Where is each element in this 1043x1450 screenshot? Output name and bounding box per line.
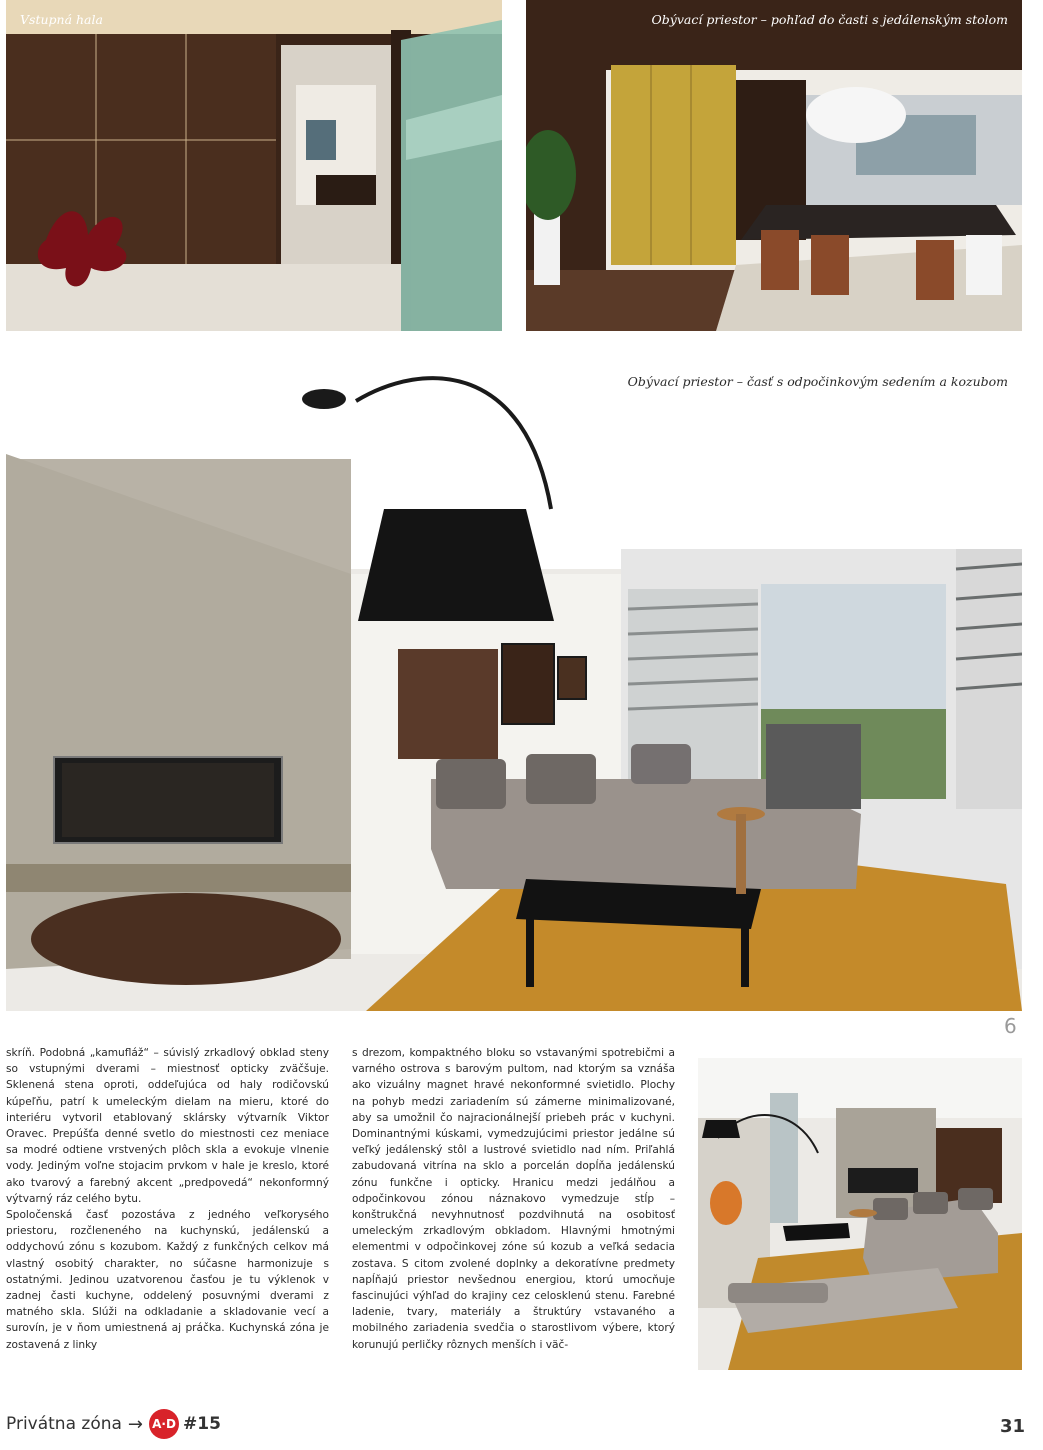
photo-entrance-hall: [6, 0, 502, 331]
text-column-left: [6, 1045, 329, 1353]
paragraph: s drezom, kompaktného bloku so vstavanými spotrebičmi a varného ostrova s barovým pultom, nad ktorým sa vznáša ako vizuálny magnet hravé nekonformné svietidlo. Plochy na pohyb medzi zariadením sú zámerne minimalizované, aby sa umožnil čo najracionálnejší priebeh prác v kuchyni. Dominantnými kúskami, vymedzujúcimi priestor jedálne sú veľký jedálenský stôl a lustrové svietidlo nad ním. Priľahlá zabudovaná vitrína na sklo a porcelán dopĺňa jedálenskú zónu funkčne i opticky. Hranicu medzi jedálňou a odpočinkovou zónou náznakovo vymedzuje stĺp – konštrukčná nevyhnutnosť pozdvihnutá na osobitosť umeleckým zrkadlovým obkladom. Hlavnými hmotnými elementmi v odpočinkovej zóne sú kozub a veľká sedacia zostava. S citom zvolené doplnky a dekoratívne predmety napĺňajú priestor nevšednou energiou, ktorú umocňuje fascinujúci výhľad do krajiny cez celosklenú stenu. Farebné ladenie, tvary, materiály a štruktúry vstavaného a mobilného zariadenia svedčia o starostlivom výbere, ktorý korunujú perličky rôznych menších i väč-: [352, 1047, 675, 1351]
text-column-middle: [352, 1045, 675, 1353]
paragraph: skríň. Podobná „kamufláž“ – súvislý zrkadlový obklad steny so vstupnými dverami – miestnosť opticky zväčšuje. Sklenená stena oproti, oddeľujúca od haly rodičovskú kúpeľňu, patrí k umeleckým dielam na mieru, ktoré do interiéru vytvoril etablovaný sklársky výtvarník Viktor Oravec. Prepúšťa denné svetlo do miestnosti cez meniace sa modré odtiene vrstvených plôch skla a evokuje vlnenie vody. Jediným voľne stojacim prvkom v hale je kreslo, ktoré ako tvarový a farebný akcent „predpovedá“ nekonformný výtvarný ráz celého bytu.: [6, 1047, 329, 1205]
caption-entrance-hall: Vstupná hala: [20, 12, 103, 27]
issue-number: #15: [183, 1414, 221, 1434]
paragraph: Spoločenská časť pozostáva z jedného veľkorysého priestoru, rozčleneného na kuchynskú, jedálenskú a oddychovú zónu s kozubom. Každý z funkčných celkov má vlastný osobitý charakter, no súčasne harmonizuje s ostatnými. Jedinou uzatvorenou časťou je tu výklenok v zadnej časti kuchyne, oddelený posuvnými dverami z matného skla. Slúži na odkladanie a skladovanie vecí a surovín, je v ňom umiestnená aj práčka. Kuchynská zóna je zostavená z linky: [6, 1209, 329, 1351]
photo-living-area: [6, 359, 1022, 1011]
photo-living-area-small: [698, 1058, 1022, 1370]
footer-section: [6, 1409, 221, 1439]
section-title: Privátna zóna: [6, 1414, 122, 1434]
caption-living-area: Obývací priestor – časť s odpočinkovým sedením a kozubom: [627, 374, 1008, 389]
page-number: 31: [1000, 1416, 1026, 1437]
photo-dining-area: [526, 0, 1022, 331]
ad-logo: A·D: [149, 1409, 179, 1439]
photo-number: 6: [1004, 1014, 1017, 1038]
caption-dining-area: Obývací priestor – pohľad do časti s jedálenským stolom: [651, 12, 1008, 27]
arrow-right-icon: →: [127, 1413, 144, 1435]
